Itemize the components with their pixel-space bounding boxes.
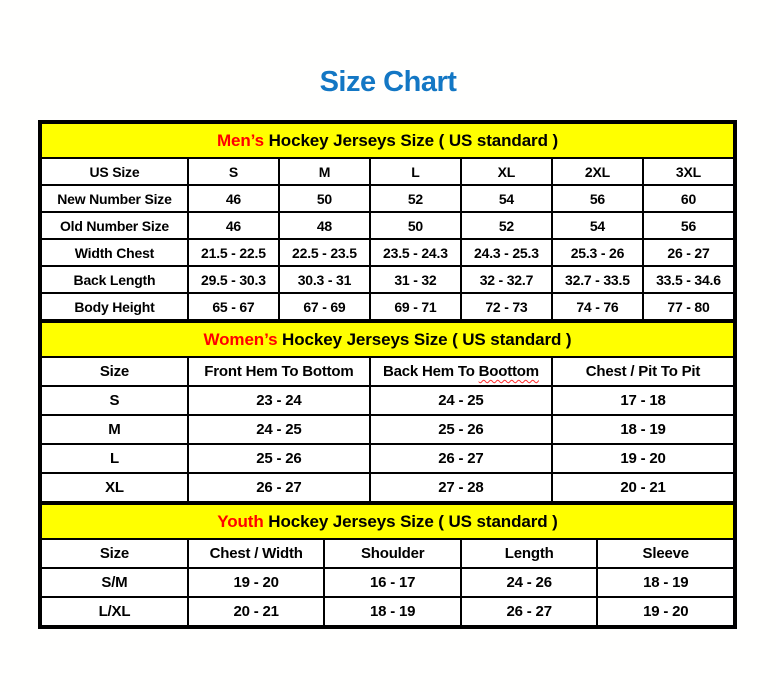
- youth-value-cell: 24 - 26: [461, 568, 598, 597]
- youth-value-cell: 16 - 17: [324, 568, 461, 597]
- womens-column-header-0: Size: [41, 357, 188, 386]
- mens-value-cell: 25.3 - 26: [552, 239, 643, 266]
- mens-row-1: [41, 212, 734, 239]
- misspelled-word: Boottom: [478, 363, 539, 380]
- mens-value-cell: 67 - 69: [279, 293, 370, 320]
- mens-value-cell: 23.5 - 24.3: [370, 239, 461, 266]
- mens-row-0: [41, 185, 734, 212]
- youth-column-header-3: Length: [461, 539, 598, 568]
- mens-value-cell: 60: [643, 185, 734, 212]
- youth-section-band: [41, 504, 734, 539]
- mens-value-cell: 74 - 76: [552, 293, 643, 320]
- mens-section-band: [41, 123, 734, 158]
- mens-band-highlight: Men’s: [216, 130, 264, 150]
- youth-row-label: L/XL: [41, 597, 188, 626]
- youth-band-highlight: Youth: [217, 511, 264, 531]
- youth-value-cell: 20 - 21: [188, 597, 325, 626]
- youth-value-cell: 19 - 20: [188, 568, 325, 597]
- mens-value-cell: 56: [552, 185, 643, 212]
- youth-column-header-2: Shoulder: [324, 539, 461, 568]
- womens-value-cell: 23 - 24: [188, 386, 370, 415]
- youth-value-cell: 18 - 19: [324, 597, 461, 626]
- womens-value-cell: 18 - 19: [552, 415, 734, 444]
- womens-column-header-2: Back Hem To Boottom: [370, 357, 552, 386]
- womens-column-header-1: Front Hem To Bottom: [188, 357, 370, 386]
- mens-row-label: Width Chest: [41, 239, 188, 266]
- youth-row-0: [41, 568, 734, 597]
- page-title: Size Chart: [319, 66, 457, 98]
- mens-row-3: [41, 266, 734, 293]
- mens-size-table: [40, 122, 735, 321]
- mens-value-cell: 50: [370, 212, 461, 239]
- youth-value-cell: 18 - 19: [597, 568, 734, 597]
- mens-value-cell: 29.5 - 30.3: [188, 266, 279, 293]
- mens-value-cell: 69 - 71: [370, 293, 461, 320]
- mens-value-cell: 56: [643, 212, 734, 239]
- womens-row-label: L: [41, 444, 188, 473]
- womens-row-0: [41, 386, 734, 415]
- youth-column-header-4: Sleeve: [597, 539, 734, 568]
- womens-row-label: S: [41, 386, 188, 415]
- mens-value-cell: 33.5 - 34.6: [643, 266, 734, 293]
- mens-column-header-0: US Size: [41, 158, 188, 185]
- womens-row-3: [41, 473, 734, 502]
- mens-value-cell: 54: [461, 185, 552, 212]
- mens-value-cell: 52: [461, 212, 552, 239]
- mens-column-header-6: 3XL: [643, 158, 734, 185]
- womens-value-cell: 24 - 25: [188, 415, 370, 444]
- mens-column-header-4: XL: [461, 158, 552, 185]
- youth-value-cell: 19 - 20: [597, 597, 734, 626]
- mens-value-cell: 26 - 27: [643, 239, 734, 266]
- mens-column-header-3: L: [370, 158, 461, 185]
- womens-band-highlight: Women’s: [203, 329, 278, 349]
- mens-row-2: [41, 239, 734, 266]
- youth-row-1: [41, 597, 734, 626]
- womens-band-text: Hockey Jerseys Size ( US standard ): [277, 329, 572, 349]
- mens-value-cell: 21.5 - 22.5: [188, 239, 279, 266]
- mens-row-label: Body Height: [41, 293, 188, 320]
- mens-row-label: Old Number Size: [41, 212, 188, 239]
- youth-column-header-0: Size: [41, 539, 188, 568]
- size-chart-tables: [38, 120, 737, 629]
- mens-column-header-2: M: [279, 158, 370, 185]
- womens-row-2: [41, 444, 734, 473]
- mens-value-cell: 31 - 32: [370, 266, 461, 293]
- mens-column-header-5: 2XL: [552, 158, 643, 185]
- mens-value-cell: 52: [370, 185, 461, 212]
- mens-value-cell: 65 - 67: [188, 293, 279, 320]
- womens-value-cell: 26 - 27: [370, 444, 552, 473]
- mens-value-cell: 48: [279, 212, 370, 239]
- mens-value-cell: 32.7 - 33.5: [552, 266, 643, 293]
- youth-band-text: Hockey Jerseys Size ( US standard ): [263, 511, 558, 531]
- mens-column-header-1: S: [188, 158, 279, 185]
- mens-row-label: New Number Size: [41, 185, 188, 212]
- youth-size-table: [40, 503, 735, 627]
- womens-value-cell: 25 - 26: [370, 415, 552, 444]
- womens-row-label: M: [41, 415, 188, 444]
- mens-row-4: [41, 293, 734, 320]
- womens-value-cell: 24 - 25: [370, 386, 552, 415]
- womens-row-1: [41, 415, 734, 444]
- womens-value-cell: 25 - 26: [188, 444, 370, 473]
- mens-value-cell: 46: [188, 185, 279, 212]
- womens-row-label: XL: [41, 473, 188, 502]
- youth-row-label: S/M: [41, 568, 188, 597]
- womens-column-header-3: Chest / Pit To Pit: [552, 357, 734, 386]
- womens-value-cell: 26 - 27: [188, 473, 370, 502]
- mens-value-cell: 50: [279, 185, 370, 212]
- mens-value-cell: 22.5 - 23.5: [279, 239, 370, 266]
- mens-value-cell: 54: [552, 212, 643, 239]
- mens-band-text: Hockey Jerseys Size ( US standard ): [264, 130, 559, 150]
- mens-value-cell: 72 - 73: [461, 293, 552, 320]
- womens-value-cell: 19 - 20: [552, 444, 734, 473]
- womens-value-cell: 27 - 28: [370, 473, 552, 502]
- mens-value-cell: 30.3 - 31: [279, 266, 370, 293]
- womens-value-cell: 17 - 18: [552, 386, 734, 415]
- mens-value-cell: 24.3 - 25.3: [461, 239, 552, 266]
- mens-row-label: Back Length: [41, 266, 188, 293]
- mens-value-cell: 46: [188, 212, 279, 239]
- mens-value-cell: 77 - 80: [643, 293, 734, 320]
- youth-column-header-1: Chest / Width: [188, 539, 325, 568]
- womens-section-band: [41, 322, 734, 357]
- womens-size-table: [40, 321, 735, 503]
- youth-value-cell: 26 - 27: [461, 597, 598, 626]
- mens-value-cell: 32 - 32.7: [461, 266, 552, 293]
- womens-value-cell: 20 - 21: [552, 473, 734, 502]
